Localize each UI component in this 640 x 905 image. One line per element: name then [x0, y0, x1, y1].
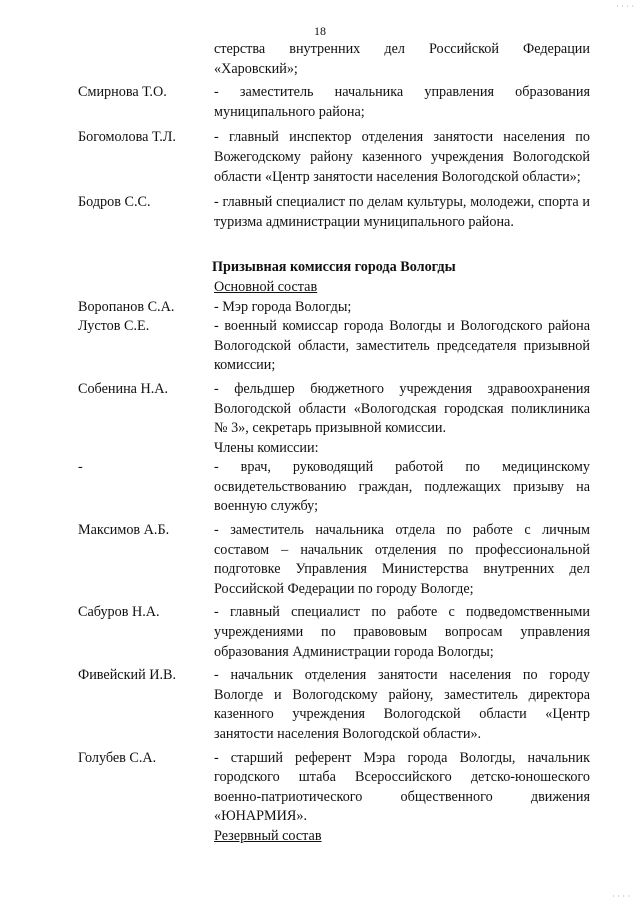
member-name: Смирнова Т.О. — [78, 84, 167, 101]
leader-row — [78, 298, 590, 318]
member-role: - Мэр города Вологды; — [214, 298, 352, 315]
member-role: - начальник отделения занятости населения по городу Вологде и Вологодскому району, заместитель директора казенного учреждения Вологодской области «Центр занятости населения Вологодской области». — [214, 667, 590, 742]
member-role: - главный инспектор отделения занятости населения по Вожегодскому району казенного учреждения Вологодской области «Центр занятости населения Вологодской области»; — [214, 129, 590, 185]
member-row — [78, 128, 590, 187]
member-role: - врач, руководящий работой по медицинскому освидетельствованию граждан, подлежащих призыву на военную службу; — [214, 459, 590, 515]
member-name: - — [78, 459, 83, 476]
member-role: - заместитель начальника управления образования муниципального района; — [214, 84, 590, 120]
scan-artifact: · · · · — [616, 2, 634, 11]
member-name: Сабуров Н.А. — [78, 604, 160, 621]
member-row — [78, 603, 590, 662]
reserve-composition-label: Резервный состав — [214, 827, 322, 844]
member-row — [78, 83, 590, 122]
member-row — [78, 193, 590, 232]
member-role: - военный комиссар города Вологды и Вологодского района Вологодской области, заместитель председателя призывной комиссии; — [214, 318, 590, 374]
member-row — [78, 749, 590, 827]
member-role: - заместитель начальника отдела по работе с личным составом – начальник отделения по профессиональной подготовке Управления Министерства внутренних дел Российской Федерации по городу Вологде; — [214, 522, 590, 597]
member-name: Бодров С.С. — [78, 194, 151, 211]
member-row — [78, 458, 590, 517]
page-number: 18 — [314, 24, 326, 38]
member-name: Воропанов С.А. — [78, 298, 175, 315]
member-name: Голубев С.А. — [78, 749, 157, 766]
member-role: - старший референт Мэра города Вологды, начальник городского штаба Всероссийского детско-юношеского военно-патриотического общественного движения «ЮНАРМИЯ». — [214, 749, 590, 825]
member-row — [78, 666, 590, 744]
member-row — [78, 521, 590, 599]
leader-row — [78, 317, 590, 376]
leader-row — [78, 380, 590, 439]
document-body — [78, 40, 590, 847]
continuation-row — [78, 40, 590, 79]
member-name: Максимов А.Б. — [78, 522, 170, 539]
member-role: - главный специалист по работе с подведомственными учреждениями по правововым вопросам управления образования Администрации города Вологды; — [214, 604, 590, 660]
member-name: Богомолова Т.Л. — [78, 129, 176, 146]
member-name: Собенина Н.А. — [78, 380, 169, 397]
scan-artifact: · · · · — [612, 892, 630, 901]
member-role: - главный специалист по делам культуры, молодежи, спорта и туризма администрации муниципального района. — [214, 194, 590, 230]
member-name: Лустов С.Е. — [78, 318, 150, 335]
continuation-text: стерства внутренних дел Российской Федерации «Харовский»; — [214, 41, 590, 77]
commission-title: Призывная комиссия города Вологды — [212, 259, 456, 276]
members-label: Члены комиссии: — [214, 439, 319, 456]
member-name: Фивейский И.В. — [78, 667, 177, 684]
member-role: - фельдшер бюджетного учреждения здравоохранения Вологодской области «Вологодская городская поликлиника № 3», секретарь призывной комиссии. — [214, 380, 590, 437]
main-composition-label: Основной состав — [214, 278, 318, 295]
